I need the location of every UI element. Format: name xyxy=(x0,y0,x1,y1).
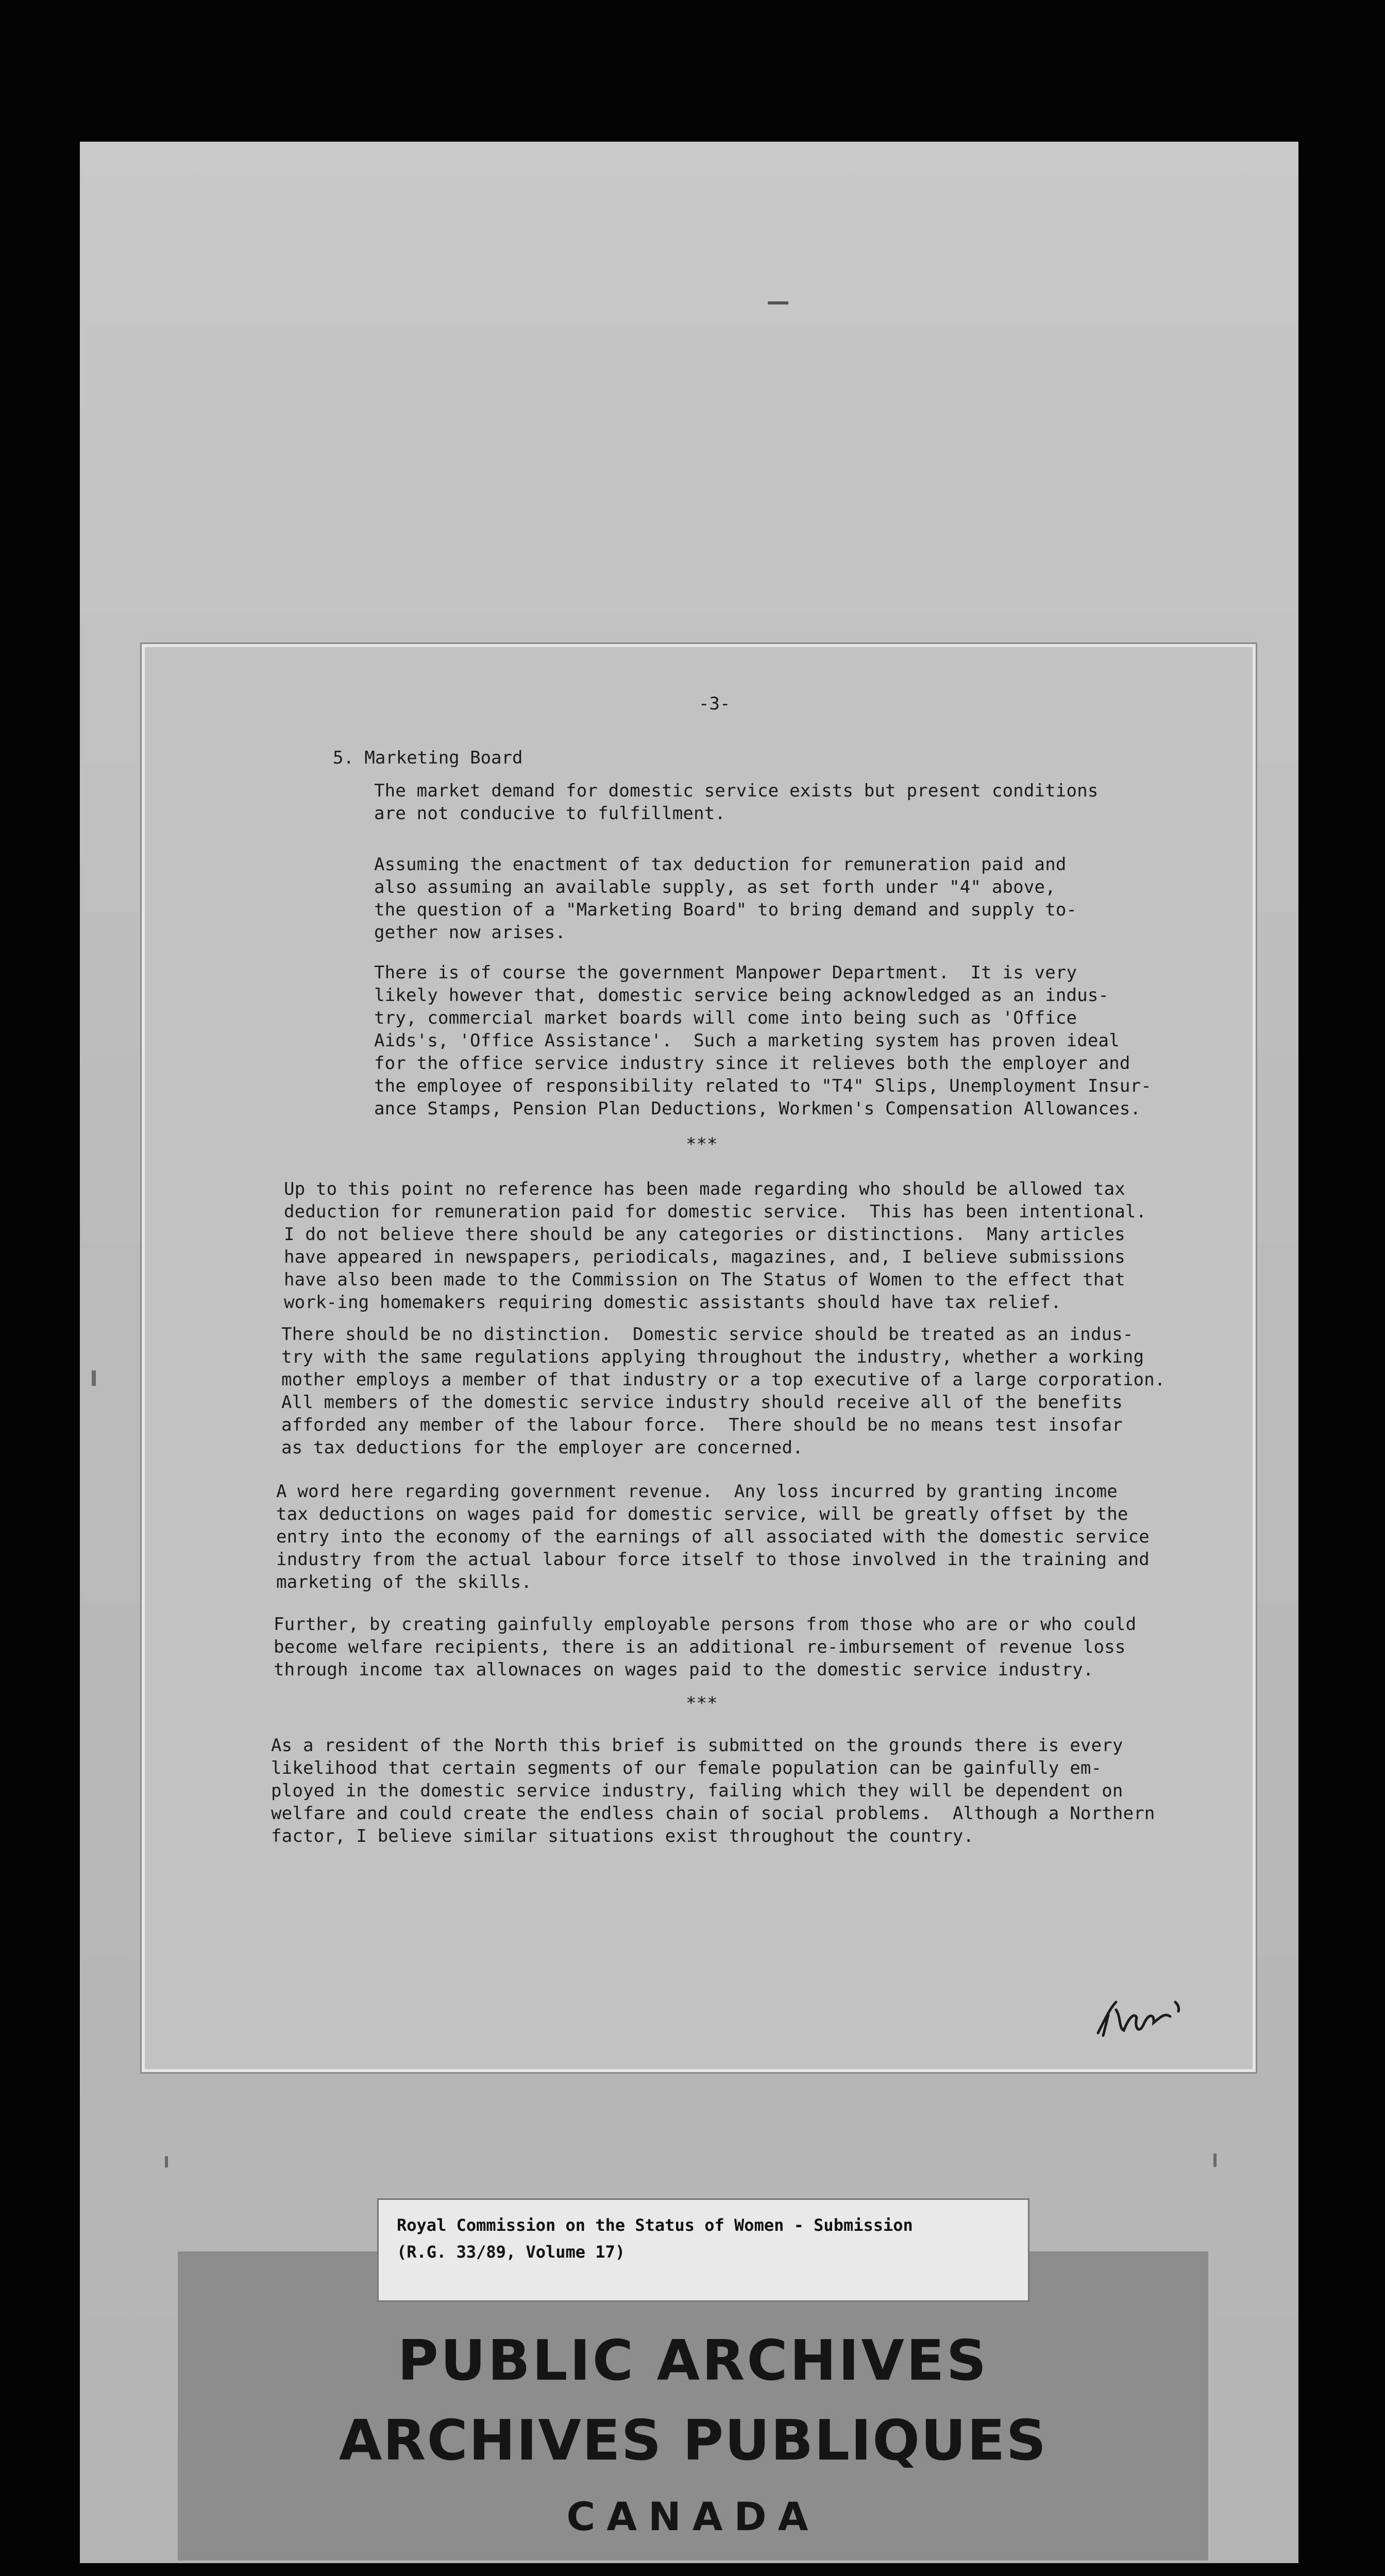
section-separator: *** xyxy=(686,1134,718,1155)
paragraph: Further, by creating gainfully employable persons from those who are or who could become welfare recipients, there is an additional re-imbursement of revenue loss through income tax allownaces on wages paid to the domestic service industry. xyxy=(274,1614,1137,1680)
archives-title-en: PUBLIC ARCHIVES xyxy=(397,2329,989,2393)
archive-reference-label xyxy=(379,2200,1028,2300)
document-page xyxy=(142,644,1256,2072)
archives-title-fr: ARCHIVES PUBLIQUES xyxy=(339,2409,1048,2473)
paragraph: Assuming the enactment of tax deduction for remuneration paid and also assuming an available supply, as set forth under "4" above, the question of a "Marketing Board" to bring demand and supply to- gether now arises. xyxy=(374,854,1077,943)
edge-mark xyxy=(92,1370,96,1386)
page-number: -3- xyxy=(699,693,731,714)
paragraph: The market demand for domestic service exists but present conditions are not conducive to fulfillment. xyxy=(374,781,1099,824)
archives-country: CANADA xyxy=(566,2494,820,2539)
label-title: Royal Commission on the Status of Women - Submission xyxy=(397,2215,913,2235)
edge-mark xyxy=(165,2156,168,2167)
section-heading: 5. Marketing Board xyxy=(333,748,523,768)
paragraph: As a resident of the North this brief is submitted on the grounds there is every likelihood that certain segments of our female population can be gainfully em- ployed in the domestic service industry, failing which they will be dependent on welfare and could create the endless chain of social problems. Although a Northern factor, I believe similar situations exist throughout the country. xyxy=(271,1735,1155,1846)
section-separator: *** xyxy=(686,1693,718,1714)
handwritten-signature xyxy=(1093,1987,1196,2043)
mount-mark xyxy=(768,301,788,304)
label-reference: (R.G. 33/89, Volume 17) xyxy=(397,2242,626,2262)
paragraph: Up to this point no reference has been made regarding who should be allowed tax deduction for remuneration paid for domestic service. This has been intentional. I do not believe there should be any categories or distinctions. Many articles have appeared in newspapers, periodicals, magazines, and, I believe submissions have also been made to the Commission on The Status of Women to the effect that work-ing homemakers requiring domestic assistants should have tax relief. xyxy=(284,1179,1147,1313)
edge-mark xyxy=(1213,2154,1217,2167)
paragraph: A word here regarding government revenue. Any loss incurred by granting income tax deductions on wages paid for domestic service, will be greatly offset by the entry into the economy of the earnings of all associated with the domestic service industry from the actual labour force itself to those involved in the training and marketing of the skills. xyxy=(276,1481,1150,1592)
paragraph: There is of course the government Manpower Department. It is very likely however that, domestic service being acknowledged as an indus- try, commercial market boards will come into being such as 'Office Aids's, 'Office Assistance'. Such a marketing system has proven ideal for the office service industry since it relieves both the employer and the employee of responsibility related to "T4" Slips, Unemployment Insur- ance Stamps, Pension Plan Deductions, Workmen's Compensation Allowances. xyxy=(374,962,1152,1119)
paragraph: There should be no distinction. Domestic service should be treated as an indus- try with the same regulations applying throughout the industry, whether a working mother employs a member of that industry or a top executive of a large corporation. All members of the domestic service industry should receive all of the benefits afforded any member of the labour force. There should be no means test insofar as tax deductions for the employer are concerned. xyxy=(281,1324,1166,1458)
